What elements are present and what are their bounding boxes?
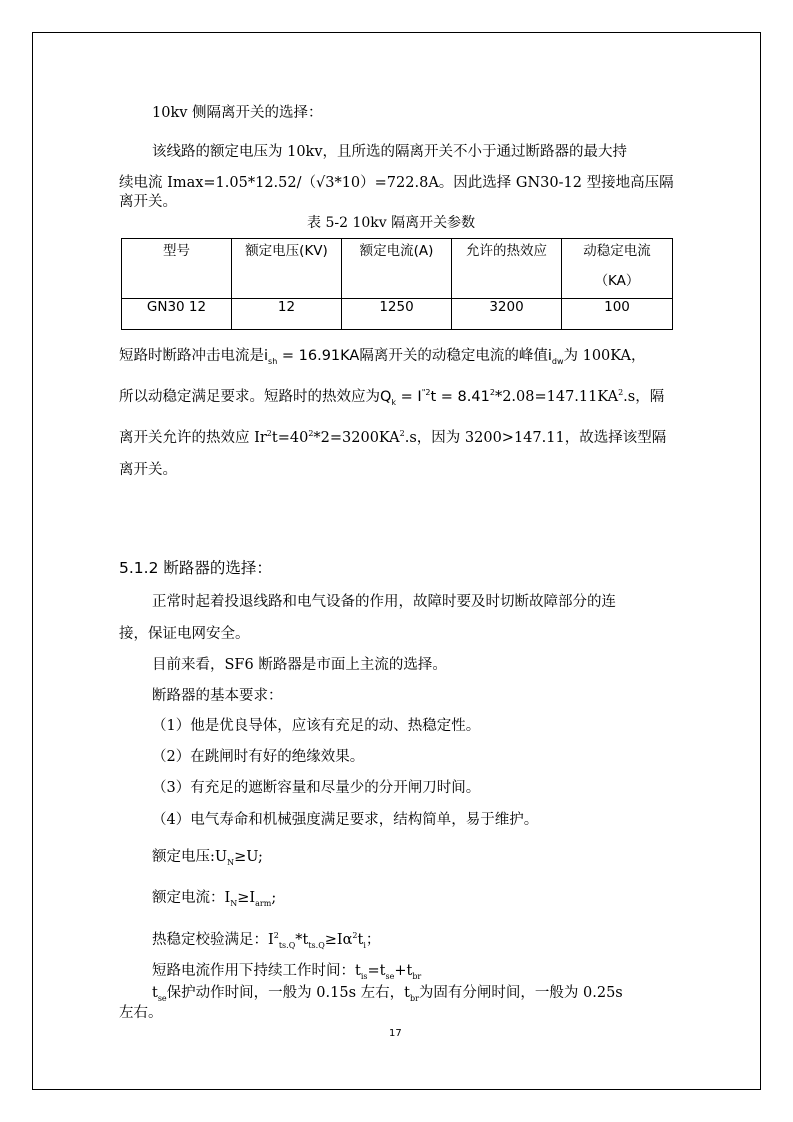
text: 为 100KA， bbox=[563, 348, 646, 364]
formula-voltage bbox=[152, 847, 263, 867]
text: 隔离开关的动稳定电流的峰值 bbox=[359, 348, 548, 364]
table-header-row bbox=[122, 239, 673, 299]
text: t = 8.41 bbox=[430, 389, 490, 405]
paragraph-line bbox=[152, 983, 623, 1003]
paragraph-line bbox=[119, 387, 664, 407]
text: ≥U; bbox=[234, 849, 263, 865]
subscript: is bbox=[360, 971, 368, 981]
table-caption: 表 5-2 10kv 隔离开关参数 bbox=[307, 215, 476, 231]
list-item: （3）有充足的遮断容量和尽量少的分开闸刀时间。 bbox=[152, 780, 481, 796]
list-item: （2）在跳闸时有好的绝缘效果。 bbox=[152, 749, 365, 765]
text: = I bbox=[396, 389, 422, 405]
table-header-cell bbox=[562, 239, 673, 299]
subscript: ts.Q bbox=[308, 940, 325, 950]
list-item: （1）他是优良导体，应该有充足的动、热稳定性。 bbox=[152, 718, 481, 734]
text: 所以动稳定满足要求。短路时的热效应为 bbox=[119, 389, 380, 405]
paragraph-line: 目前来看，SF6 断路器是市面上主流的选择。 bbox=[152, 657, 447, 673]
subscript: br bbox=[409, 993, 419, 1003]
table-row bbox=[122, 299, 673, 330]
formula-idw bbox=[548, 348, 564, 364]
header-unit: （KA） bbox=[594, 273, 640, 289]
subscript: k bbox=[391, 397, 397, 407]
superscript: "2 bbox=[421, 388, 431, 398]
formula-current bbox=[152, 888, 276, 908]
table-cell: GN30 12 bbox=[122, 299, 232, 330]
paragraph-line bbox=[119, 346, 646, 366]
paragraph-line: 该线路的额定电压为 10kv，且所选的隔离开关不小于通过断路器的最大持 bbox=[152, 144, 628, 160]
superscript: 2 bbox=[352, 931, 358, 941]
paragraph-line: 断路器的基本要求： bbox=[152, 688, 283, 704]
text: .s，隔 bbox=[623, 389, 665, 405]
table-header-cell: 额定电流(A) bbox=[342, 239, 452, 299]
subscript: se bbox=[157, 993, 167, 1003]
text: 额定电压:U bbox=[152, 849, 228, 865]
subscript: br bbox=[412, 971, 422, 981]
text: .s，因为 3200>147.11，故选择该型隔 bbox=[404, 430, 667, 446]
formula-time bbox=[152, 961, 421, 981]
table-header-cell: 额定电压(KV) bbox=[232, 239, 342, 299]
formula-qk bbox=[380, 389, 495, 405]
superscript: 2 bbox=[399, 429, 405, 439]
table-cell: 100 bbox=[562, 299, 673, 330]
formula-ish bbox=[264, 348, 359, 364]
subscript: ts.Q bbox=[278, 940, 296, 950]
paragraph-line: 正常时起着投退线路和电气设备的作用，故障时要及时切断故障部分的连 bbox=[152, 594, 616, 610]
text: *t bbox=[295, 932, 309, 948]
superscript: 2 bbox=[308, 429, 314, 439]
text: t bbox=[152, 985, 158, 1001]
text: =t bbox=[367, 963, 386, 979]
text: 保护动作时间，一般为 0.15s 左右，t bbox=[166, 985, 410, 1001]
list-item: （4）电气寿命和机械强度满足要求，结构简单，易于维护。 bbox=[152, 812, 539, 828]
table-header-cell: 型号 bbox=[122, 239, 232, 299]
text: +t bbox=[394, 963, 413, 979]
text: 为固有分闸时间，一般为 0.25s bbox=[418, 985, 623, 1001]
paragraph-line: 离开关。 bbox=[119, 194, 177, 210]
paragraph-line bbox=[119, 428, 666, 448]
section-heading: 5.1.2 断路器的选择： bbox=[119, 559, 272, 577]
text: ; bbox=[271, 890, 277, 906]
text: t=40 bbox=[271, 430, 309, 446]
superscript: 2 bbox=[266, 429, 272, 439]
text: 离开关允许的热效应 Ir bbox=[119, 430, 267, 446]
text: i bbox=[264, 348, 269, 364]
page-number: 17 bbox=[389, 1028, 402, 1039]
text: i bbox=[547, 348, 552, 364]
header-text: 动稳定电流 bbox=[583, 243, 651, 259]
parameter-table bbox=[121, 238, 673, 330]
text: t bbox=[357, 932, 364, 948]
table-cell: 3200 bbox=[452, 299, 562, 330]
text: = 16.91KA bbox=[277, 348, 360, 364]
table-cell: 1250 bbox=[342, 299, 452, 330]
superscript: 2 bbox=[273, 931, 279, 941]
subscript: sh bbox=[268, 356, 278, 366]
superscript: 2 bbox=[618, 388, 624, 398]
text: 短路时断路冲击电流是 bbox=[119, 348, 264, 364]
formula-thermal bbox=[152, 930, 380, 950]
text: ≥I bbox=[237, 890, 256, 906]
text: 额定电流：I bbox=[152, 890, 231, 906]
paragraph-line: 接，保证电网安全。 bbox=[119, 626, 250, 642]
subscript: dw bbox=[551, 356, 564, 366]
superscript: 2 bbox=[489, 388, 495, 398]
text: *2.08=147.11KA bbox=[494, 389, 619, 405]
text: Q bbox=[380, 389, 392, 405]
paragraph-line: 左右。 bbox=[119, 1005, 163, 1021]
paragraph-line: 续电流 Imax=1.05*12.52/（√3*10）=722.8A。因此选择 GN30-12 型接地高压隔 bbox=[119, 175, 674, 191]
text: ≥Iα bbox=[324, 932, 353, 948]
subscript: se bbox=[385, 971, 395, 981]
text: 热稳定校验满足：I bbox=[152, 932, 274, 948]
text: 短路电流作用下持续工作时间：t bbox=[152, 963, 361, 979]
text: ； bbox=[365, 932, 381, 948]
text: *2=3200KA bbox=[313, 430, 400, 446]
table-header-cell: 允许的热效应 bbox=[452, 239, 562, 299]
subscript: N bbox=[230, 898, 238, 908]
subscript: i bbox=[363, 940, 366, 950]
section-title: 10kv 侧隔离开关的选择： bbox=[152, 105, 323, 121]
paragraph-line: 离开关。 bbox=[119, 462, 177, 478]
table-cell: 12 bbox=[232, 299, 342, 330]
subscript: arm bbox=[255, 898, 272, 908]
subscript: N bbox=[227, 857, 235, 867]
